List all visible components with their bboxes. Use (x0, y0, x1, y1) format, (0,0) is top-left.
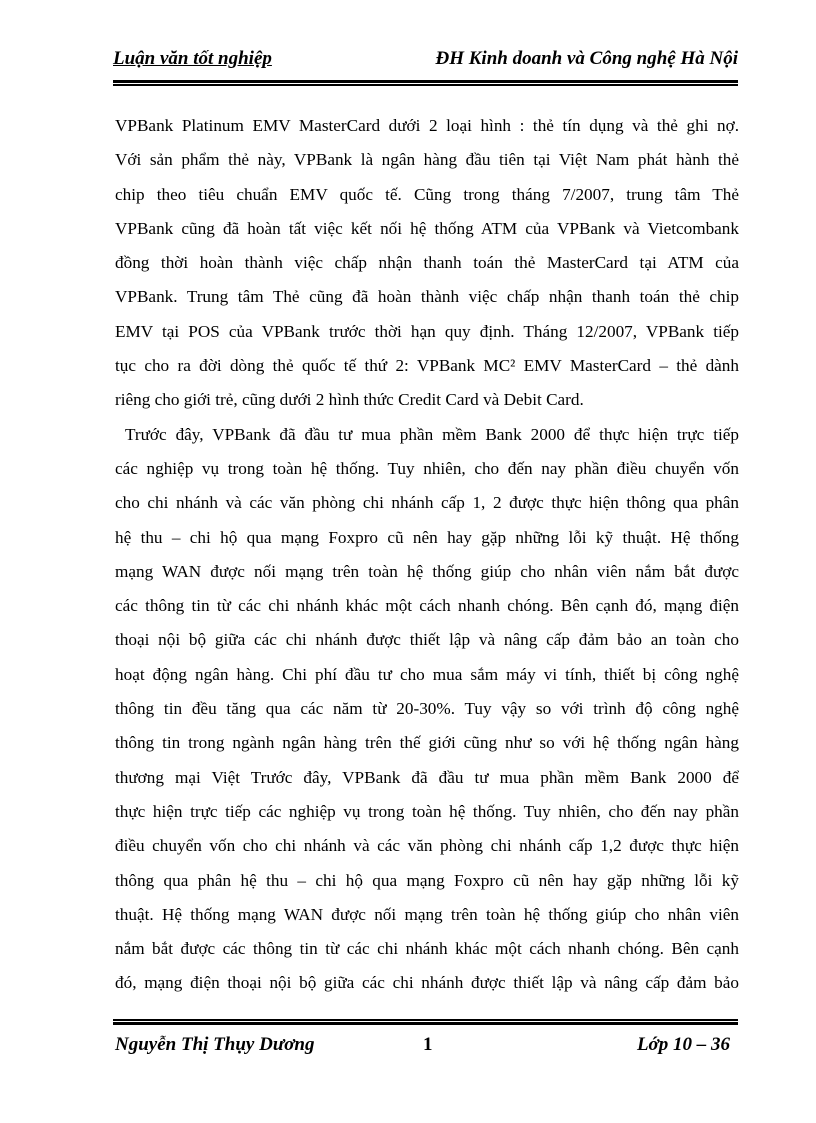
text-line: hoạt động ngân hàng. Chi phí đầu tư cho mua sắm máy vi tính, thiết bị công nghệ (115, 664, 739, 684)
text-line: thực hiện trực tiếp các nghiệp vụ trong toàn hệ thống. Tuy nhiên, cho đến nay phần (115, 801, 739, 821)
text-line: EMV tại POS của VPBank trước thời hạn quy định. Tháng 12/2007, VPBank tiếp (115, 321, 739, 341)
text-line: các nghiệp vụ trong toàn hệ thống. Tuy nhiên, cho đến nay phần điều chuyển vốn (115, 458, 739, 478)
document-body (115, 112, 739, 1004)
text-line: đồng thời hoàn thành việc chấp nhận thanh toán thẻ MasterCard tại ATM của (115, 253, 739, 273)
text-line: thông tin đều tăng qua các năm từ 20-30%. Tuy vậy so với trình độ công nghệ (115, 699, 739, 719)
text-line: nắm bắt được các thông tin từ các chi nhánh khác một cách nhanh chóng. Bên cạnh (115, 939, 739, 959)
text-line: thông qua phân hệ thu – chi hộ qua mạng Foxpro cũ nên hay gặp những lỗi kỹ (115, 870, 739, 890)
footer-class: Lớp 10 – 36 (636, 1034, 730, 1055)
text-line: VPBank. Trung tâm Thẻ cũng đã hoàn thành việc chấp nhận thanh toán thẻ chip (115, 287, 739, 307)
text-line: mạng WAN được nối mạng trên toàn hệ thống giúp cho nhân viên nắm bắt được (115, 561, 739, 581)
text-line: cho chi nhánh và các văn phòng chi nhánh cấp 1, 2 được thực hiện thông qua phân (115, 493, 739, 513)
text-line: chip theo tiêu chuẩn EMV quốc tế. Cũng trong tháng 7/2007, trung tâm Thẻ (115, 184, 739, 204)
header-rule (113, 80, 738, 86)
page-header (113, 48, 738, 76)
text-line: thông tin trong ngành ngân hàng trên thế giới cũng như so với hệ thống ngân hàng (115, 733, 739, 753)
text-line: Trước đây, VPBank đã đầu tư mua phần mềm Bank 2000 để thực hiện trực tiếp (125, 424, 739, 444)
header-title-right: ĐH Kinh doanh và Công nghệ Hà Nội (435, 48, 738, 69)
header-title-left: Luận văn tốt nghiệp (113, 48, 272, 69)
text-line: hệ thu – chi hộ qua mạng Foxpro cũ nên hay gặp những lỗi kỹ thuật. Hệ thống (115, 527, 739, 547)
text-line: thuật. Hệ thống mạng WAN được nối mạng trên toàn hệ thống giúp cho nhân viên (115, 904, 739, 924)
text-line: Với sản phẩm thẻ này, VPBank là ngân hàng đầu tiên tại Việt Nam phát hành thẻ (115, 150, 739, 170)
text-line: điều chuyển vốn cho chi nhánh và các văn phòng chi nhánh cấp 1,2 được thực hiện (115, 836, 739, 856)
text-line: thoại nội bộ giữa các chi nhánh được thiết lập và nâng cấp đảm bảo an toàn cho (115, 630, 739, 650)
text-line: riêng cho giới trẻ, cũng dưới 2 hình thức Credit Card và Debit Card. (115, 390, 584, 410)
text-line: VPBank cũng đã hoàn tất việc kết nối hệ thống ATM của VPBank và Vietcombank (115, 218, 739, 238)
footer-rule (113, 1019, 738, 1025)
text-line: tục cho ra đời dòng thẻ quốc tế thứ 2: VPBank MC² EMV MasterCard – thẻ dành (115, 356, 739, 376)
text-line: VPBank Platinum EMV MasterCard dưới 2 loại hình : thẻ tín dụng và thẻ ghi nợ. (115, 116, 739, 135)
text-line: thương mại Việt Trước đây, VPBank đã đầu tư mua phần mềm Bank 2000 để (115, 767, 739, 787)
text-line: đó, mạng điện thoại nội bộ giữa các chi nhánh được thiết lập và nâng cấp đảm bảo (115, 973, 739, 993)
text-line: các thông tin từ các chi nhánh khác một cách nhanh chóng. Bên cạnh đó, mạng điện (115, 596, 739, 616)
page-number: 1 (423, 1034, 433, 1055)
footer-author: Nguyễn Thị Thụy Dương (115, 1034, 315, 1055)
